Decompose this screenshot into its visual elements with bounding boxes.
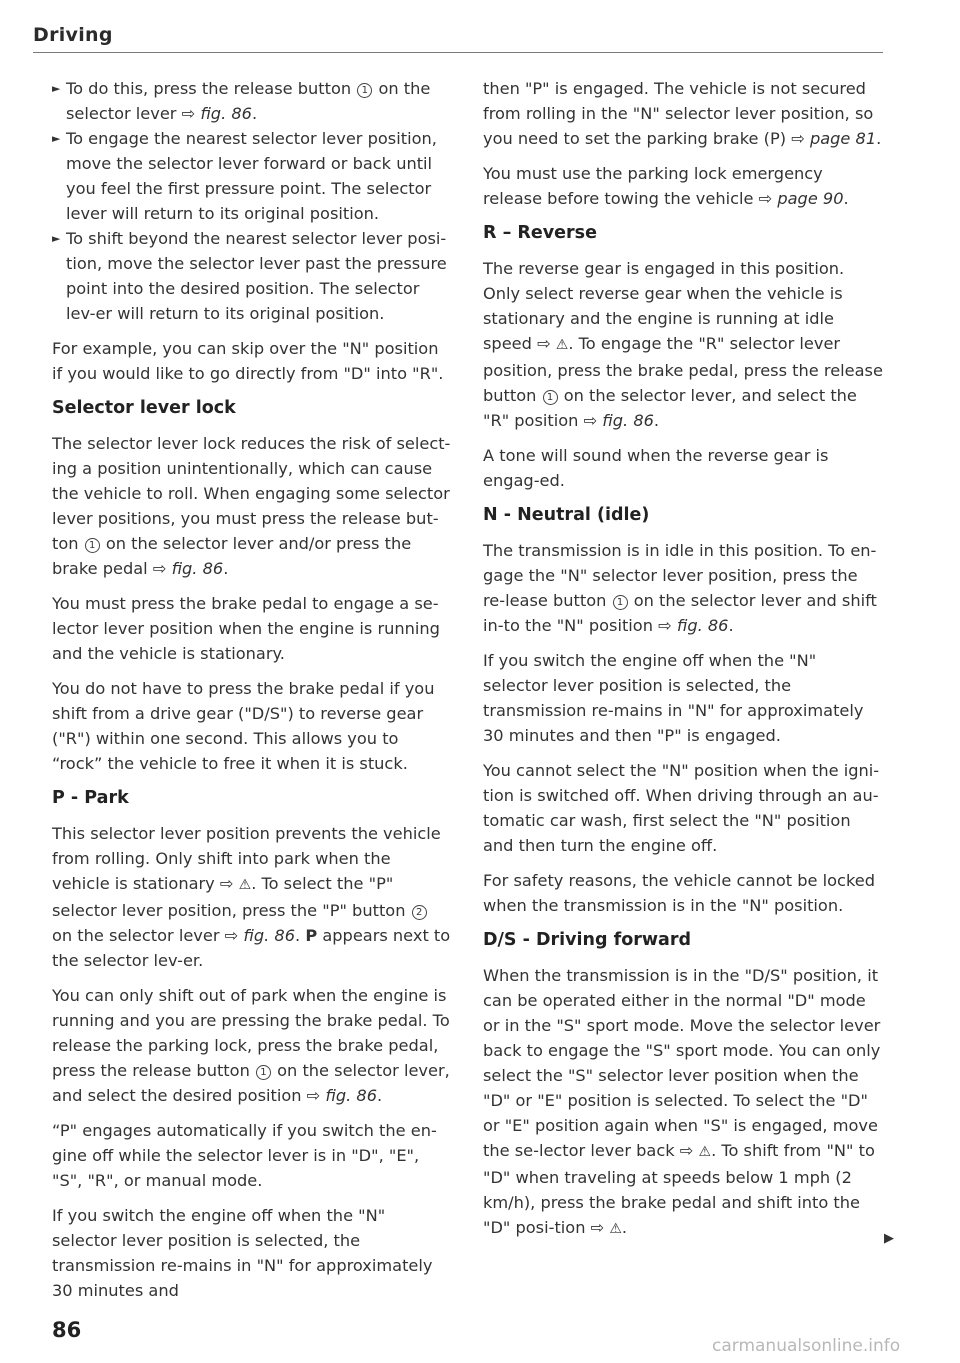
bullet-icon: ► [52,232,61,245]
callout-1-icon: 1 [543,390,558,405]
callout-1-icon: 1 [357,83,372,98]
paragraph: You must press the brake pedal to engage a se-lector lever position when the engine is running and the vehicle is stationary. [52,594,440,663]
paragraph: The transmission is in idle in this position. To en-gage the "N" selector lever position, press the re-lease button 1 on the selector lever and shift in-to the "N" position ⇨ fig. 86. [483,541,877,635]
callout-1-icon: 1 [85,538,100,553]
bullet-icon: ► [52,82,61,95]
section-heading: R – Reverse [483,223,597,243]
arrow-ref-icon: ⇨ [791,129,805,148]
page-link[interactable]: ⇨ page 90 [758,189,844,208]
arrow-ref-icon: ⇨ [590,1218,605,1237]
bullet-icon: ► [52,132,61,145]
paragraph: You can only shift out of park when the engine is running and you are pressing the brake pedal. To release the parking lock, press the brake pedal, press the release button 1 on the selector lever, and select the desired position ⇨ fig. 86. [52,986,450,1105]
paragraph: The reverse gear is engaged in this position. Only select reverse gear when the vehicle is stationary and the engine is running at idle speed ⇨ ⚠. To engage the "R" selector lever position, press the brake pedal, press the release button 1 on the selector lever, and select the "R" position ⇨ fig. 86. [483,259,883,430]
warning-icon[interactable]: ⚠ [555,337,569,353]
section-title: Driving [33,24,113,46]
section-heading: D/S - Driving forward [483,930,692,950]
figure-link[interactable]: ⇨ fig. 86 [658,616,729,635]
paragraph: When the transmission is in the "D/S" position, it can be operated either in the normal "D" mode or in the "S" sport mode. Move the selector lever back to engage the "S" sport mode. You can only select the "S" selector lever position when the "D" or "E" position is selected. To select the "D" or "E" position again when "S" is engaged, move the se-lector lever back ⇨ ⚠. To shift from "N" to "D" when traveling at speeds below 1 mph (2 km/h), press the brake pedal and shift into the "D" posi-tion ⇨ ⚠. [483,966,881,1237]
warning-icon[interactable]: ⚠ [609,1221,622,1237]
warning-icon[interactable]: ⚠ [698,1144,712,1160]
figure-link[interactable]: ⇨ fig. 86 [306,1086,378,1105]
figure-link[interactable]: ⇨ fig. 86 [152,559,224,578]
paragraph: If you switch the engine off when the "N" selector lever position is selected, the transmission re-mains in "N" for approximately 30 minutes and [52,1206,433,1300]
arrow-ref-icon: ⇨ [306,1086,321,1105]
section-heading: N - Neutral (idle) [483,505,650,525]
paragraph: A tone will sound when the reverse gear is engag-ed. [483,446,829,490]
watermark: carmanualsonline.info [712,1336,901,1356]
figure-link[interactable]: ⇨ fig. 86 [224,926,295,945]
paragraph: This selector lever position prevents the vehicle from rolling. Only shift into park when the vehicle is stationary ⇨ ⚠. To select the "P" selector lever position, press the "P" button 2 on the selector lever ⇨ fig. 86. P appears next to the selector lev-er. [52,824,451,970]
figure-link[interactable]: ⇨ fig. 86 [583,411,654,430]
list-item: ► To do this, press the release button 1 on the selector lever ⇨ fig. 86. [52,76,452,126]
left-column [52,76,452,1313]
page-link[interactable]: ⇨ page 81 [791,129,877,148]
arrow-ref-icon: ⇨ [583,411,598,430]
paragraph: If you switch the engine off when the "N" selector lever position is selected, the transmission re-mains in "N" for approximately 30 minutes and then "P" is engaged. [483,651,864,745]
continue-arrow-icon: ▶ [884,1231,894,1246]
list-item: ► To engage the nearest selector lever position, move the selector lever forward or back until you feel the first pressure point. The selector lever will return to its original position. [52,126,452,226]
arrow-ref-icon: ⇨ [758,189,773,208]
section-heading: Selector lever lock [52,398,236,418]
paragraph: For safety reasons, the vehicle cannot be locked when the transmission is in the "N" position. [483,871,875,915]
arrow-ref-icon: ⇨ [537,334,551,353]
arrow-ref-icon: ⇨ [219,874,234,893]
figure-link[interactable]: ⇨ fig. 86 [181,104,252,123]
section-heading: P - Park [52,788,129,808]
paragraph: “P" engages automatically if you switch the en-gine off while the selector lever is in "D", "E", "S", "R", or manual mode. [52,1121,437,1190]
arrow-ref-icon: ⇨ [679,1141,694,1160]
right-column [483,76,883,1252]
arrow-ref-icon: ⇨ [658,616,672,635]
callout-1-icon: 1 [256,1065,271,1080]
paragraph: You do not have to press the brake pedal if you shift from a drive gear ("D/S") to reverse gear ("R") within one second. This allows you to “rock” the vehicle to free it when it is stuck. [52,679,435,773]
arrow-ref-icon: ⇨ [224,926,239,945]
list-item: ► To shift beyond the nearest selector lever posi-tion, move the selector lever past the pressure point into the desired position. The selector lev-er will return to its original position. [52,226,452,326]
header-divider [33,52,883,53]
arrow-ref-icon: ⇨ [181,104,196,123]
callout-1-icon: 1 [613,595,628,610]
page-number: 86 [52,1318,82,1342]
paragraph: You cannot select the "N" position when the igni-tion is switched off. When driving through an au-tomatic car wash, first select the "N" position and then turn the engine off. [483,761,880,855]
paragraph: For example, you can skip over the "N" position if you would like to go directly from "D" into "R". [52,339,444,383]
paragraph: You must use the parking lock emergency release before towing the vehicle ⇨ page 90. [483,164,849,208]
callout-2-icon: 2 [412,905,427,920]
paragraph: The selector lever lock reduces the risk of select-ing a position unintentionally, which can cause the vehicle to roll. When engaging some selector lever positions, you must press the release but-ton 1 on the selector lever and/or press the brake pedal ⇨ fig. 86. [52,434,451,578]
warning-icon[interactable]: ⚠ [238,877,252,893]
parking-brake-icon: (P) [763,129,787,148]
paragraph: then "P" is engaged. The vehicle is not secured from rolling in the "N" selector lever position, so you need to set the parking brake (P) ⇨ page 81. [483,79,882,148]
arrow-ref-icon: ⇨ [152,559,167,578]
